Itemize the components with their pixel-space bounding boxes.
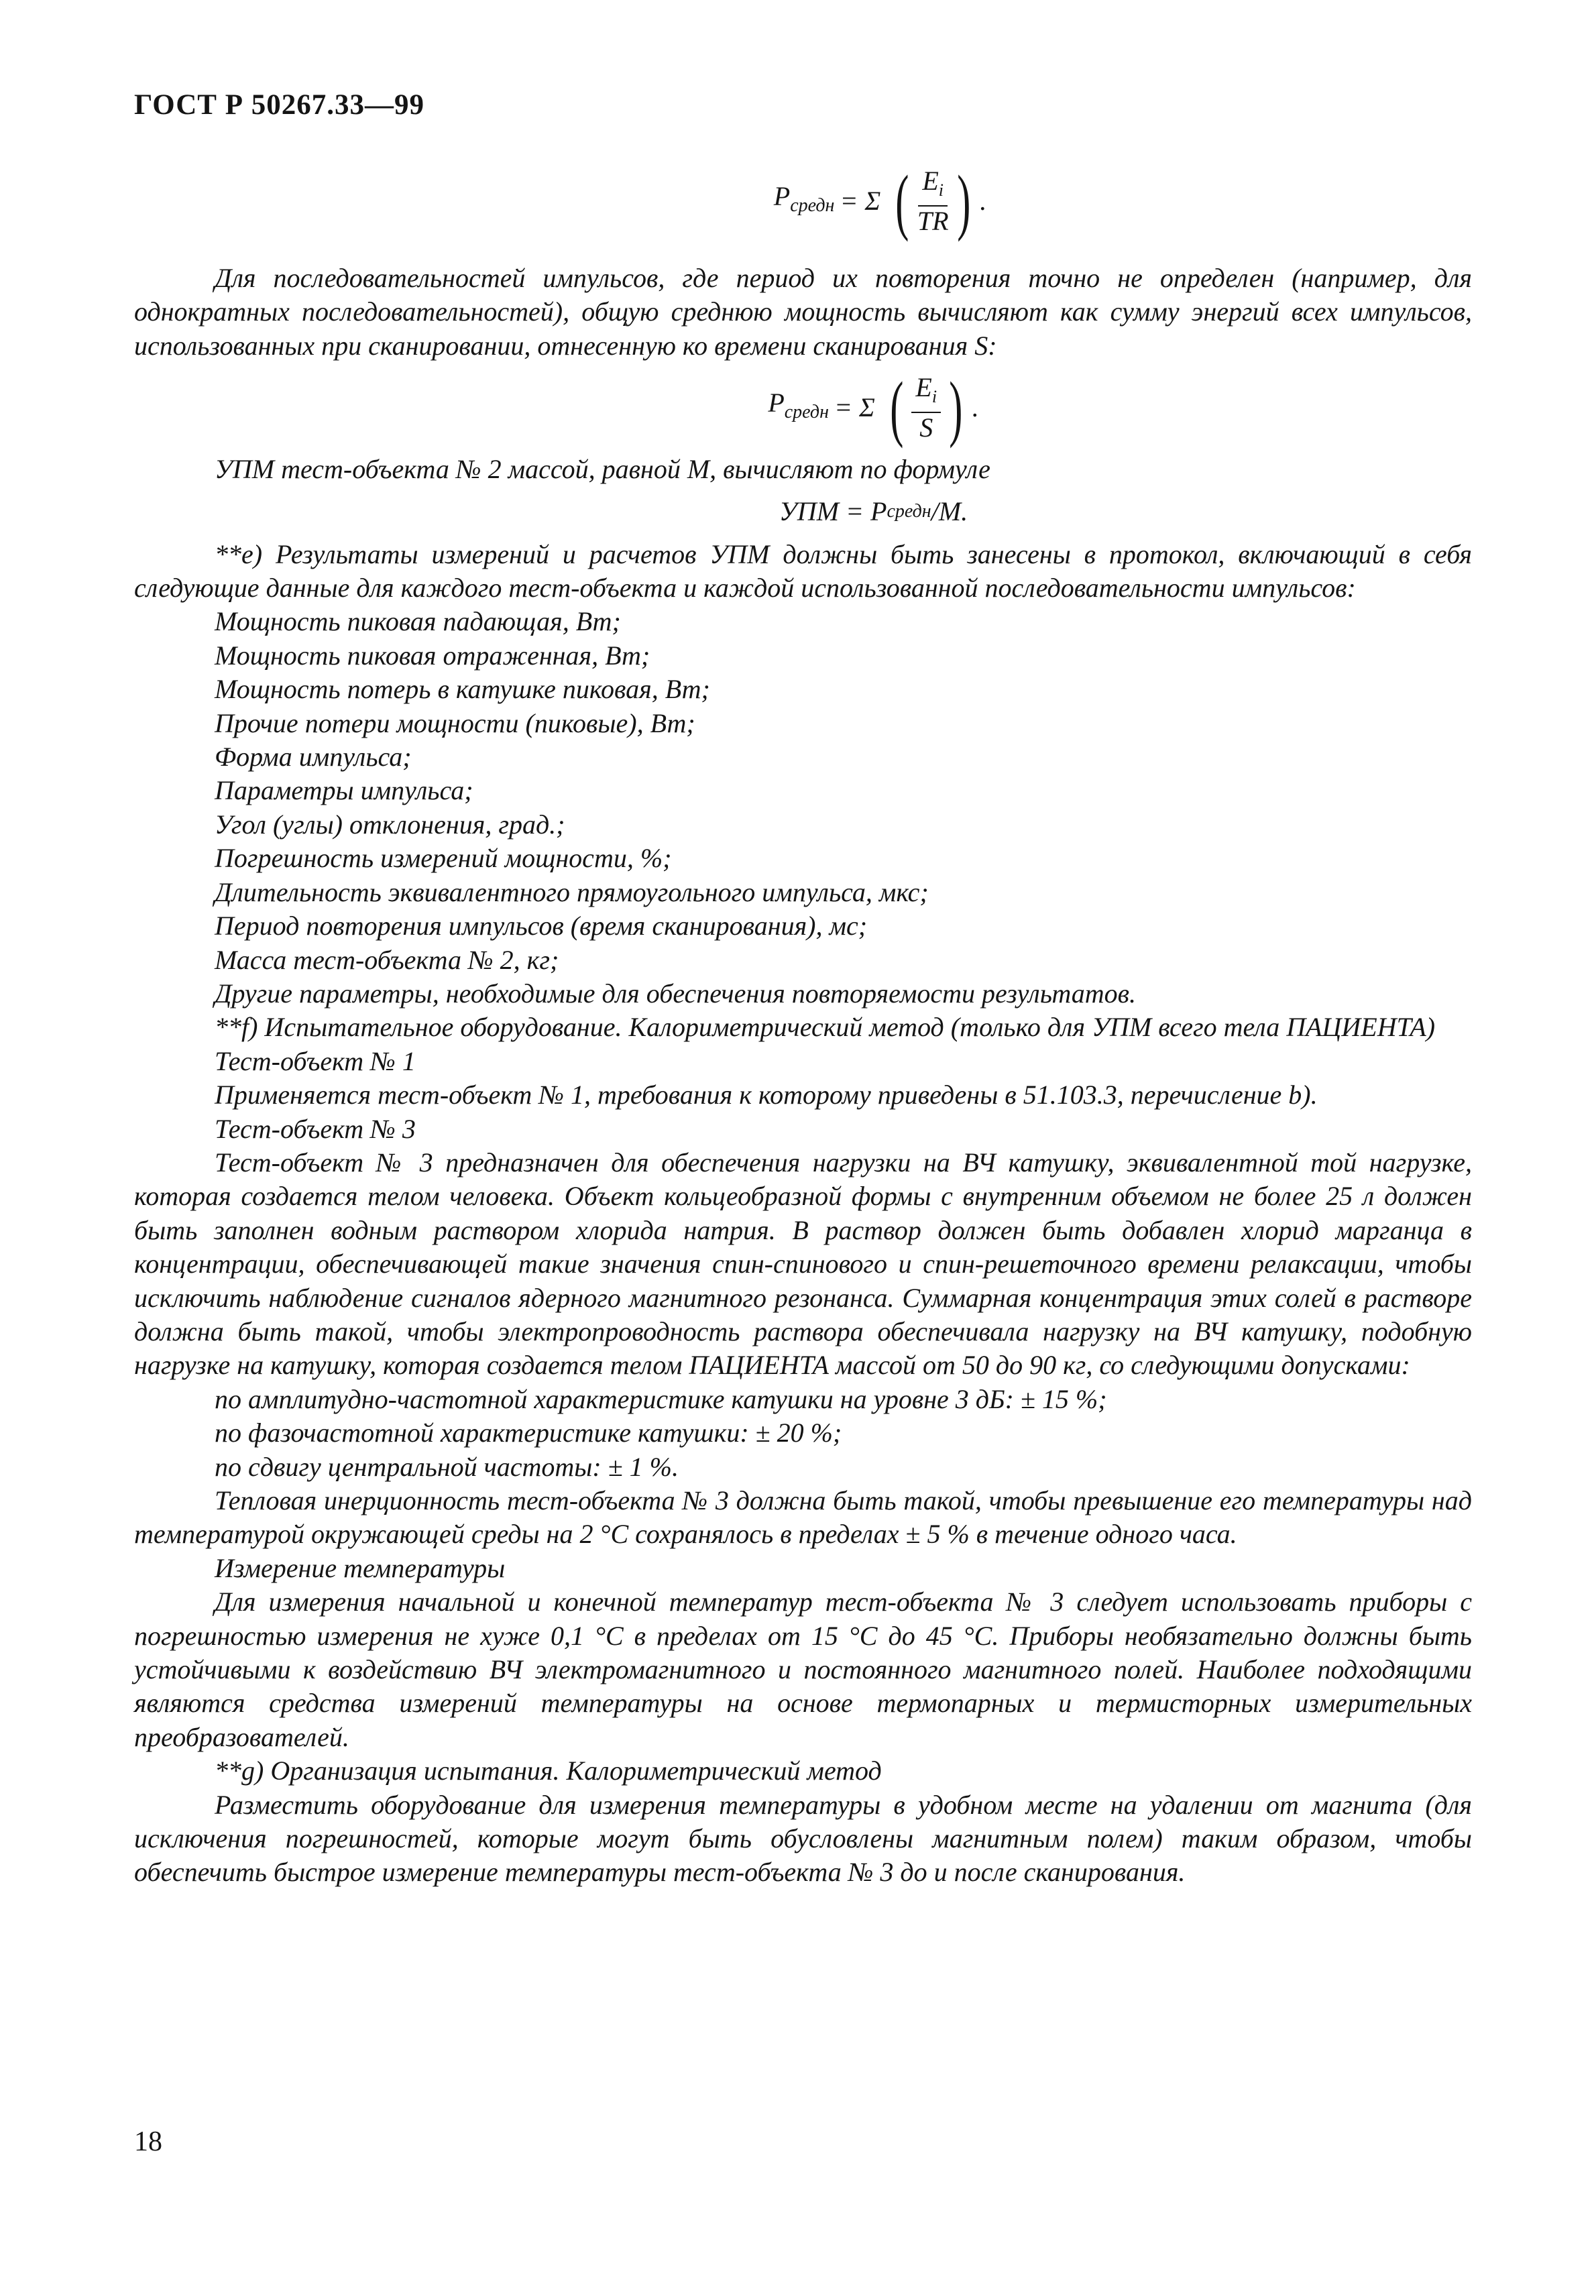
list-item: по амплитудно-частотной характеристике катушки на уровне 3 дБ: ± 15 %; — [215, 1383, 1107, 1414]
formula1-num-sub: i — [938, 180, 944, 200]
formula1-den: TR — [917, 206, 949, 236]
page-body — [134, 154, 1472, 1890]
paragraph-test-object-1: Применяется тест-объект № 1, требования к которому приведены в 51.103.3, перечисление b). — [215, 1080, 1318, 1110]
formula3-tail: /M. — [931, 496, 968, 527]
list-item: по фазочастотной характеристике катушки: ± 20 %; — [215, 1418, 842, 1448]
list-item: Угол (углы) отклонения, град.; — [215, 809, 565, 840]
formula1-lhs: P — [773, 180, 791, 211]
formula2-num-sub: i — [931, 387, 937, 407]
protocol-data-list — [134, 605, 1472, 1011]
list-item: Мощность пиковая отраженная, Вт; — [215, 640, 650, 671]
formula2-lhs-sub: средн — [784, 402, 829, 423]
paragraph-equipment-placement: Разместить оборудование для измерения температуры в удобном месте на удалении от магнита (для исключения погрешностей, которые могут быть обусловлены магнитным полем) таким образом, чтобы обеспечить быстрое измерение температуры тест-объекта № 3 до и после сканирования. — [134, 1789, 1472, 1888]
list-item: по сдвигу центральной частоты: ± 1 %. — [215, 1451, 679, 1482]
formula2-den: S — [919, 412, 933, 443]
paragraph-e-results: **е) Результаты измерений и расчетов УПМ должны быть занесены в протокол, включающий в себя следующие данные для каждого тест-объекта и каждой использованной последовательности импульсов: — [134, 538, 1472, 604]
formula-average-power-period: $P_{средн}$ = Σ ( $\frac{E_i}{TR}$ ) . — [773, 160, 987, 242]
heading-test-object-3: Тест-объект № 3 — [215, 1113, 416, 1144]
paragraph-temperature-measurement: Для измерения начальной и конечной температур тест-объекта № 3 следует использовать приборы с погрешностью измерения не хуже 0,1 °С в пределах от 15 °С до 45 °С. Приборы необязательно должны быть устойчивыми к воздействию ВЧ электромагнитного и постоянного магнитного полей. Наиболее подходящими являются средства измерений температуры на основе термопарных и термисторных измерительных преобразователей. — [134, 1587, 1472, 1752]
list-item: Погрешность измерений мощности, %; — [215, 843, 672, 874]
paragraph-pulse-sequences: Для последовательностей импульсов, где период их повторения точно не определен (например, для однократных последовательностей), общую среднюю мощность вычисляют как сумму энергий всех импульсов, использованных при сканировании, отнесенную ко времени сканирования S: — [134, 263, 1472, 361]
formula1-lhs-sub: средн — [790, 194, 835, 216]
list-item: Прочие потери мощности (пиковые), Вт; — [215, 707, 695, 738]
formula1-eq: = Σ — [840, 185, 881, 216]
formula3-lhs: УПМ = P — [779, 496, 887, 527]
list-item: Длительность эквивалентного прямоугольного импульса, мкс; — [215, 876, 929, 907]
list-item: Масса тест-объекта № 2, кг; — [215, 944, 559, 975]
paragraph-g-test-organization: **g) Организация испытания. Калориметрический метод — [215, 1756, 882, 1786]
heading-temperature-measurement: Измерение температуры — [215, 1552, 506, 1583]
tolerance-list — [134, 1383, 1472, 1484]
paragraph-test-object-3: Тест-объект № 3 предназначен для обеспечения нагрузки на ВЧ катушку, эквивалентной той нагрузке, которая создается телом человека. Объект кольцеобразной формы с внутренним объемом не более 25 л должен быть заполнен водным раствором хлорида натрия. В раствор должен быть добавлен хлорид марганца в концентрации, обеспечивающей такие значения спин-спинового и спин-решеточного времени релаксации, чтобы исключить наблюдение сигналов ядерного магнитного резонанса. Суммарная концентрация этих солей в растворе должна быть такой, чтобы электропроводность раствора обеспечивала нагрузку на ВЧ катушку, подобную нагрузке на катушку, которая создается телом ПАЦИЕНТА массой от 50 до 90 кг, со следующими допусками: — [134, 1147, 1472, 1381]
paragraph-thermal-inertia: Тепловая инерционность тест-объекта № 3 должна быть такой, чтобы превышение его температуры над температурой окружающей среды на 2 °С сохранялось в пределах ± 5 % в течение одного часа. — [134, 1485, 1472, 1550]
paragraph-f-equipment: **f) Испытательное оборудование. Калориметрический метод (только для УПМ всего тела ПАЦИЕНТА) — [215, 1012, 1436, 1043]
list-item: Мощность пиковая падающая, Вт; — [215, 606, 621, 637]
formula2-lhs: P — [768, 388, 785, 418]
paragraph-upm-formula-intro: УПМ тест-объекта № 2 массой, равной М, вычисляют по формуле — [215, 454, 990, 485]
formula-average-power-scan: $P_{средн}$ = Σ ( $\frac{E_i}{S}$ ) . — [768, 367, 979, 449]
document-header: ГОСТ Р 50267.33—99 — [134, 89, 425, 121]
formula2-eq: = Σ — [834, 392, 875, 423]
list-item: Форма импульса; — [215, 742, 412, 772]
list-item: Мощность потерь в катушке пиковая, Вт; — [215, 674, 710, 705]
list-item: Параметры импульса; — [215, 775, 473, 806]
formula1-tail: . — [980, 185, 987, 216]
list-item: Другие параметры, необходимые для обеспечения повторяемости результатов. — [215, 978, 1137, 1009]
heading-test-object-1: Тест-объект № 1 — [215, 1045, 416, 1076]
formula-upm — [275, 487, 1472, 538]
formula2-tail: . — [972, 392, 979, 423]
formula3-lhs-sub: средн — [887, 501, 931, 522]
list-item: Период повторения импульсов (время сканирования), мс; — [215, 911, 868, 941]
formula1-num: E — [922, 166, 939, 196]
formula2-num: E — [915, 372, 932, 403]
page-number: 18 — [134, 2126, 162, 2157]
